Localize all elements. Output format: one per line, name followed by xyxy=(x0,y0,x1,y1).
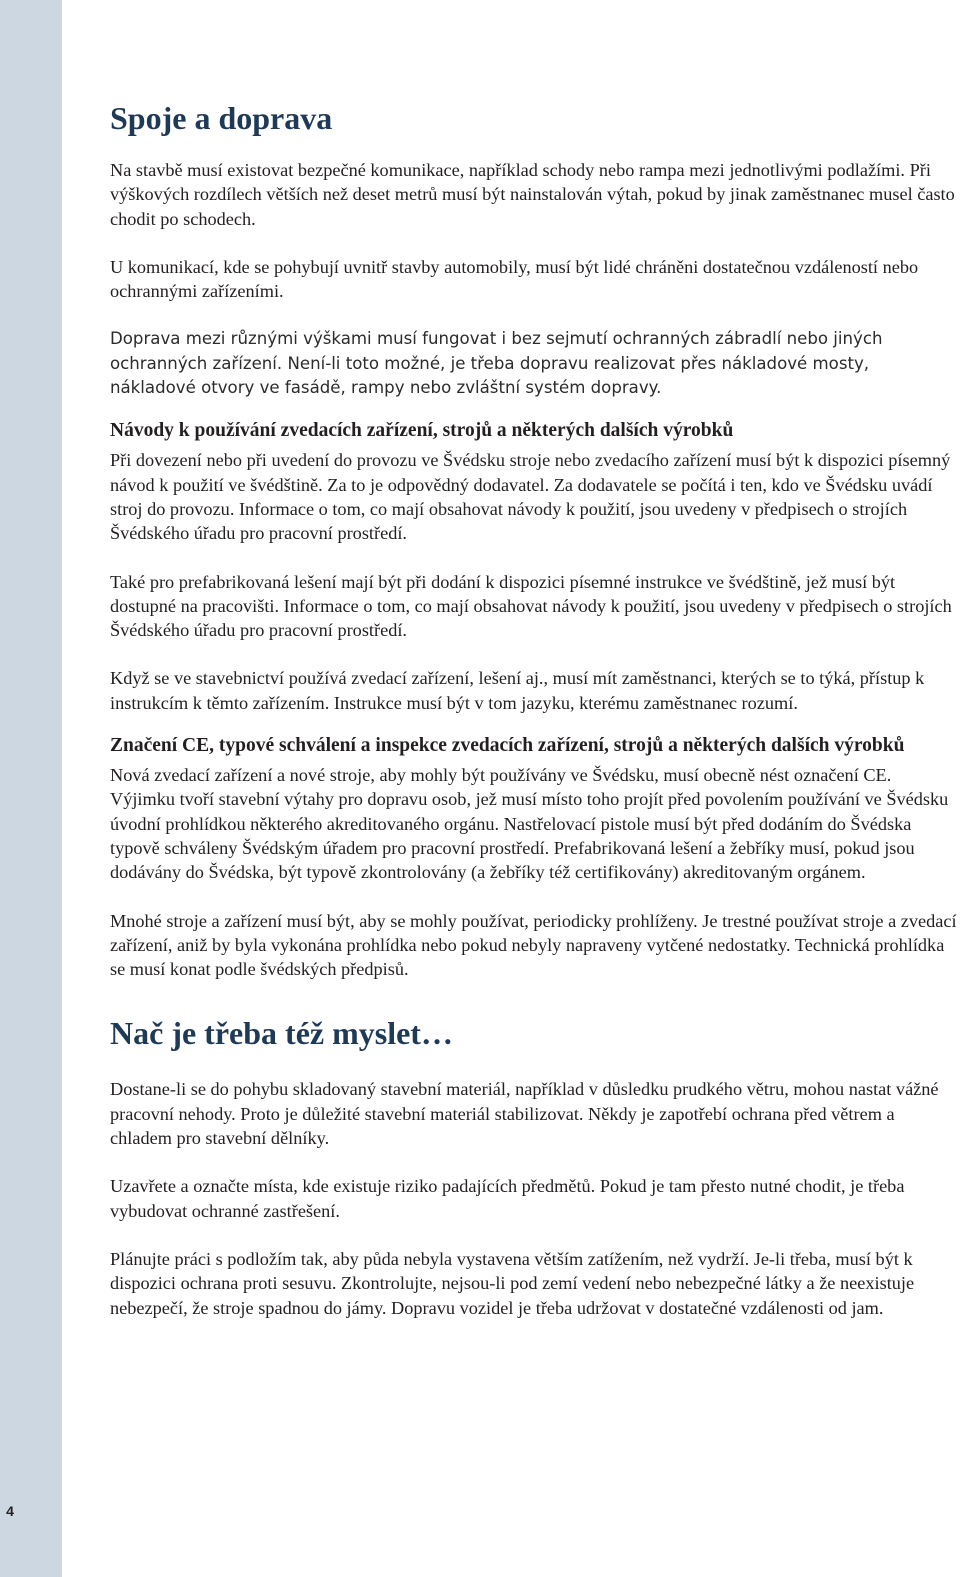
page-content xyxy=(110,96,958,1320)
section-title-spoje: Spoje a doprava xyxy=(110,100,333,136)
paragraph-navody-1: Při dovezení nebo při uvedení do provozu ve Švédsku stroje nebo zvedacího zařízení musí být k dispozici písemný návod k použití ve švédštině. Za to je odpovědný dodavatel. Za dodavatele se počítá i ten, kdo ve Švédsku uvádí stroj do provozu. Informace o tom, co mají obsahovat návody k použití, jsou uvedeny v předpisech o strojích Švédského úřadu pro pracovní prostředí. xyxy=(110,450,951,544)
paragraph-znaceni-2: Mnohé stroje a zařízení musí být, aby se mohly používat, periodicky prohlíženy. Je trestné používat stroje a zvedací zařízení, aniž by byla vykonána prohlídka nebo pokud nebyly napraveny vytčené nedostatky. Technická prohlídka se musí konat podle švédských předpisů. xyxy=(110,910,957,980)
paragraph-navody-3: Když se ve stavebnictví používá zvedací zařízení, lešení aj., musí mít zaměstnanci, kterých se to týká, přístup k instrukcím k těmto zařízením. Instrukce musí být v tom jazyku, kterému zaměstnanec rozumí. xyxy=(110,668,925,713)
paragraph-spoje-2: U komunikací, kde se pohybují uvnitř stavby automobily, musí být lidé chráněni dostatečnou vzdáleností nebo ochrannými zařízeními. xyxy=(110,256,919,302)
paragraph-nac-1: Dostane-li se do pohybu skladovaný stavební materiál, například v důsledku prudkého větru, mohou nastat vážné pracovní nehody. Proto je důležité stavební materiál stabilizovat. Někdy je zapotřebí ochrana před větrem a chladem pro stavební dělníky. xyxy=(110,1079,939,1149)
paragraph-navody-2: Také pro prefabrikovaná lešení mají být při dodání k dispozici písemné instrukce ve švédštině, jež musí být dostupné na pracovišti. Informace o tom, co mají obsahovat návody k použití, jsou uvedeny v předpisech o strojích Švédského úřadu pro pracovní prostředí. xyxy=(110,571,952,641)
page-number: 4 xyxy=(6,1503,14,1519)
heading-znaceni: Značení CE, typové schválení a inspekce zvedacích zařízení, strojů a některých dalších výrobků xyxy=(110,735,905,757)
paragraph-spoje-3: Doprava mezi různými výškami musí fungovat i bez sejmutí ochranných zábradlí nebo jiných ochranných zařízení. Není-li toto možné, je třeba dopravu realizovat přes nákladové mosty, nákladové otvory ve fasádě, rampy nebo zvláštní systém dopravy. xyxy=(110,329,883,398)
section-title-nac: Nač je třeba též myslet… xyxy=(110,1015,453,1052)
paragraph-znaceni-1: Nová zvedací zařízení a nové stroje, aby mohly být používány ve Švédsku, musí obecně nést označení CE. Výjimku tvoří stavební výtahy pro dopravu osob, jež musí místo toho projít před povolením používání ve Švédsku úvodní prohlídkou některého akreditovaného orgánu. Nastřelovací pistole musí být před dodáním do Švédska typově schváleny Švédským úřadem pro pracovní prostředí. Prefabrikovaná lešení a žebříky musí, pokud jsou dodávány do Švédska, být typově zkontrolovány (a žebříky též certifikovány) akreditovaným orgánem. xyxy=(110,765,949,883)
paragraph-spoje-1: Na stavbě musí existovat bezpečné komunikace, například schody nebo rampa mezi jednotlivými podlažími. Při výškových rozdílech větších než deset metrů musí být nainstalován výtah, pokud by jinak zaměstnanec musel často chodit po schodech. xyxy=(110,160,955,229)
paragraph-nac-3: Plánujte práci s podložím tak, aby půda nebyla vystavena větším zatížením, než vydrží. Je-li třeba, musí být k dispozici ochrana proti sesuvu. Zkontrolujte, nejsou-li pod zemí vedení nebo nebezpečné látky a že neexistuje nebezpečí, že stroje spadnou do jámy. Dopravu vozidel je třeba udržovat v dostatečné vzdálenosti od jam. xyxy=(110,1248,915,1318)
paragraph-nac-2: Uzavřete a označte místa, kde existuje riziko padajících předmětů. Pokud je tam přesto nutné chodit, je třeba vybudovat ochranné zastřešení. xyxy=(110,1176,905,1221)
heading-navody: Návody k používání zvedacích zařízení, strojů a některých dalších výrobků xyxy=(110,420,734,442)
page-margin-band xyxy=(0,0,62,1577)
